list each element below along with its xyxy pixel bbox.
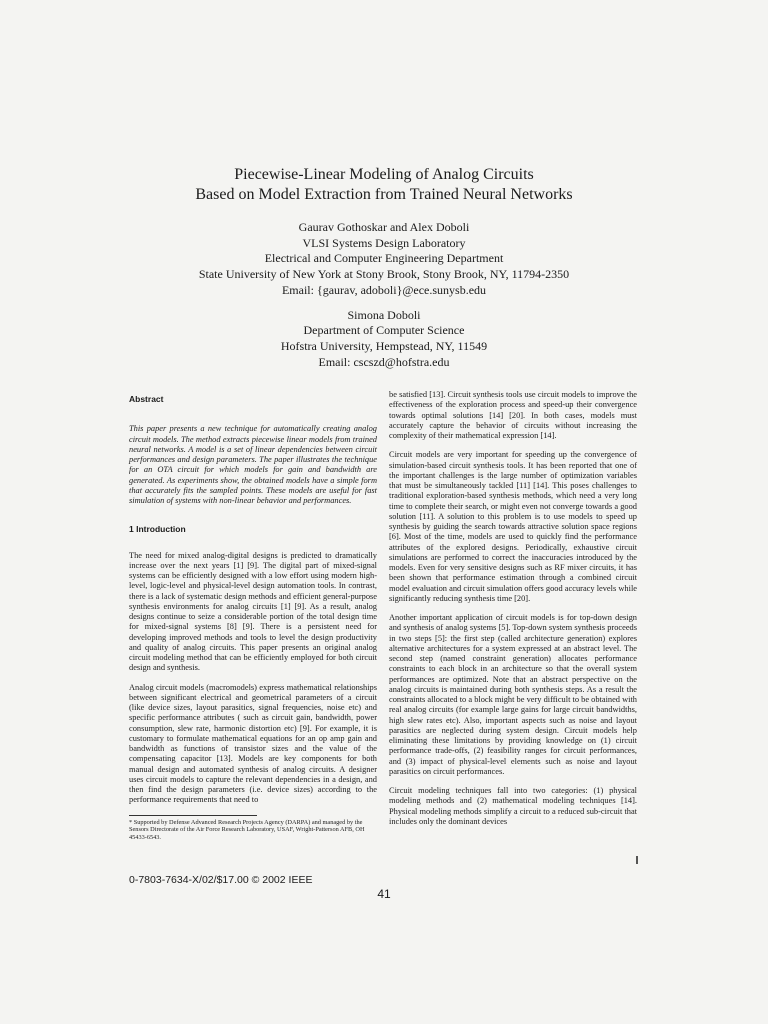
affiliation-2-university: Hofstra University, Hempstead, NY, 11549 xyxy=(280,338,488,353)
copyright-line: 0-7803-7634-X/02/$17.00 © 2002 IEEE xyxy=(129,874,313,886)
paper-title xyxy=(0,165,768,205)
affiliation-1-dept: Electrical and Computer Engineering Department xyxy=(264,251,504,266)
page-number: 41 xyxy=(377,887,391,901)
affiliation-1-university: State University of New York at Stony Brook, Stony Brook, NY, 11794-2350 xyxy=(198,267,570,282)
right-paragraph-4: Circuit modeling techniques fall into two categories: (1) physical modeling methods and (2) mathematical modeling techniques [14]. Physical modeling methods simplify a circuit to a reduced sub-circuit that includes only the dominant devices xyxy=(389,786,637,826)
title-line-2: Based on Model Extraction from Trained Neural Networks xyxy=(195,186,573,203)
intro-paragraph-2: Analog circuit models (macromodels) express mathematical relationships between significant electrical and geometrical parameters of a circuit (like device sizes, layout parasitics, signal frequencies, noise etc) and specific performance attributes ( such as circuit gain, bandwidth, power consumption, slew rate, harmonic distortion etc) [9]. For example, it is customary to formulate mathematical equations for an op amp gain and bandwidth as functions of transistor sizes and the value of the compensating capacitor [13]. Models are key components for both manual design and automated synthesis of analog circuits. A designer uses circuit models to capture the relevant dependencies in a design, and then find the design parameters (i.e. device sizes) according to the performance requirements that need to xyxy=(129,682,377,805)
authors-group-2: Simona Doboli xyxy=(347,307,421,322)
affiliation-1-lab: VLSI Systems Design Laboratory xyxy=(302,235,466,250)
authors-group-1: Gaurav Gothoskar and Alex Doboli xyxy=(298,220,470,234)
left-column xyxy=(129,394,377,850)
footnote-rule xyxy=(129,815,257,816)
abstract-heading: Abstract xyxy=(129,394,164,404)
right-paragraph-1: be satisfied [13]. Circuit synthesis tools use circuit models to improve the effectiveness of the exploration process and speed-up their convergence towards optimal solutions [14] [20]. In both cases, models must accurately capture the behavior of circuits without increasing the complexity of their mathematical expression [14]. xyxy=(389,390,637,440)
introduction-heading: 1 Introduction xyxy=(129,524,186,535)
funding-footnote: * Supported by Defense Advanced Research Projects Agency (DARPA) and managed by the Sensors Directorate of the Air Force Research Laboratory, USAF, Wright-Patterson AFB, OH 45433-6543. xyxy=(129,818,365,841)
abstract xyxy=(129,424,377,506)
right-column xyxy=(389,390,637,836)
right-paragraph-3: Another important application of circuit models is for top-down design and synthesis of analog systems [5]. Top-down system synthesis proceeds in two steps [5]: the first step (called architecture generation) explores alternative architectures for a system expressed at an abstract level. The second step (named constraint generation) allocates performance constraints to each block in an architecture so that the overall system performances are optimized. Note that an abstract perspective on the analog circuits is maintained during both synthesis steps. As a result the constraints allocated to a block might be very difficult to be obtained with real analog circuits (for example large gains for large circuit bandwidths, high slew rates etc). Also, important aspects such as noise and layout parasitics are neglected during system design. Circuit models help eliminating these limitations by providing knowledge on (1) circuit performance trade-offs, (2) feasibility ranges for circuit performances, and (3) impact of physical-level elements such as noise and layout parasitics on circuit performances. xyxy=(389,613,637,776)
author-gap xyxy=(0,299,768,308)
right-paragraph-2: Circuit models are very important for speeding up the convergence of simulation-based circuit synthesis tools. It has been reported that one of the important challenges is the large number of optimization variables that must be simultaneously tackled [11] [14]. This poses challenges to traditional exploration-based synthesis methods, which need a very long time to complete their search, or might even not converge towards a good solution [11]. A solution to this problem is to use models to speed up synthesis by guiding the search towards attractive solution space regions [6]. Most of the time, models are used to quickly find the performance attributes of the explored designs. Periodically, exhaustive circuit simulations are performed to correct the inaccuracies introduced by the models. Even for very sensitive designs such as RF mixer circuits, it has been shown that performance estimation through a combined circuit model evaluation and circuit simulation offers good accuracy levels while significantly reducing synthesis time [20]. xyxy=(389,450,637,603)
scan-mark xyxy=(636,856,638,864)
author-block xyxy=(0,220,768,370)
title-line-1: Piecewise-Linear Modeling of Analog Circuits xyxy=(234,166,534,183)
abstract-text: This paper presents a new technique for automatically creating analog circuit models. The method extracts piecewise linear models from trained neural networks. A model is a set of linear dependencies between circuit performances and design parameters. The paper illustrates the technique for an OTA circuit for which models for gain and bandwidth are generated. As experiments show, the obtained models have a simple form that accurately fits the sampled points. These models are useful for fast simulation of systems with non-linear behavior and performances. xyxy=(129,424,377,505)
affiliation-2-email: Email: cscszd@hofstra.edu xyxy=(318,354,450,369)
intro-paragraph-1: The need for mixed analog-digital designs is predicted to dramatically increase over the next years [1] [9]. The digital part of mixed-signal systems can be efficiently designed with a low effort using modern high-level, logic-level and physical-level design automation tools. In contrast, there is a lack of systematic design methods and efficient general-purpose synthesis environments for analog circuits [1] [9]. As a result, analog designs continue to seize a considerable portion of the total design time for mixed-signal systems [8] [9]. There is a persistent need for developing improved methods and tools to level the design productivity and quality of analog circuits. This paper presents an original analog circuit modeling method that can be efficiently employed for both circuit design and synthesis. xyxy=(129,550,377,673)
affiliation-2-dept: Department of Computer Science xyxy=(303,323,465,338)
affiliation-1-email: Email: {gaurav, adoboli}@ece.sunysb.edu xyxy=(281,282,487,297)
